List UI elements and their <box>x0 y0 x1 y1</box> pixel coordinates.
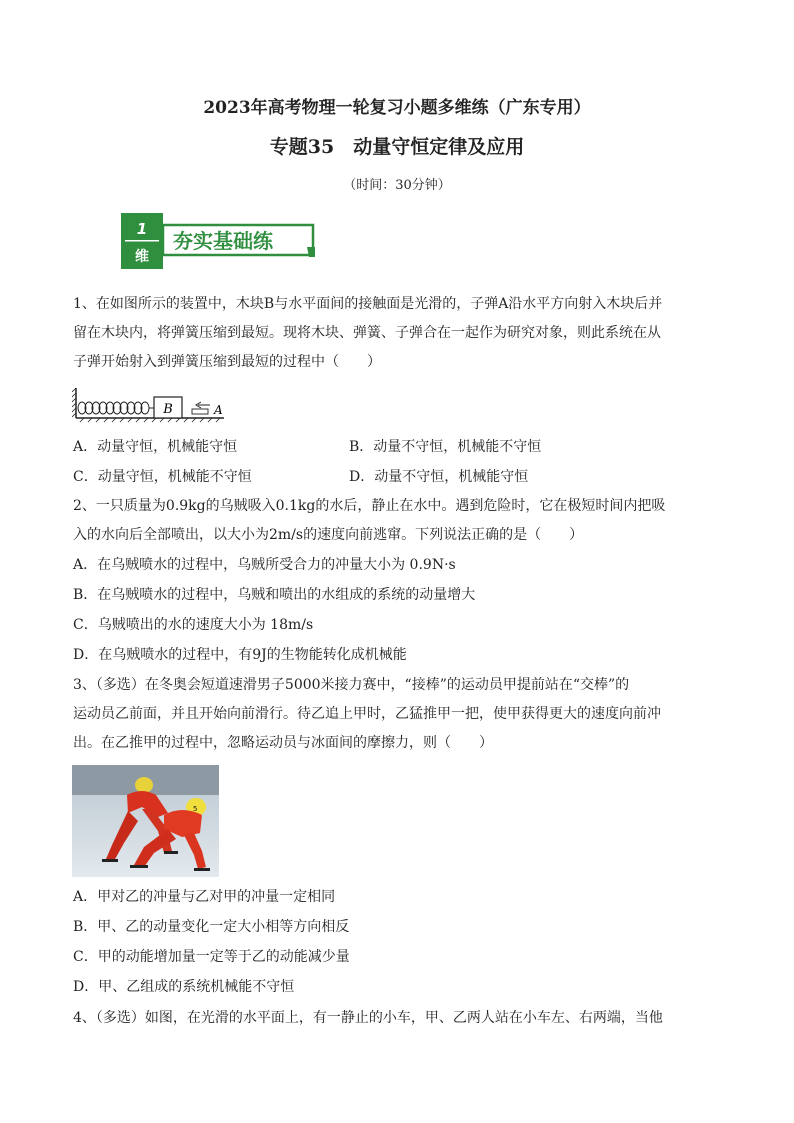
q2-line1: 2、一只质量为0.9kg的乌贼吸入0.1kg的水后，静止在水中。遇到危险时，它在极短时间内把吸 <box>73 498 666 514</box>
series-title: 2023年高考物理一轮复习小题多维练（广东专用） <box>203 98 591 118</box>
block-b-label: B <box>163 402 173 417</box>
skaters-photo <box>72 765 219 877</box>
q2-option-b: B．在乌贼喷水的过程中，乌贼和喷出的水组成的系统的动量增大 <box>73 587 476 603</box>
q3-line3: 出。在乙推甲的过程中，忽略运动员与冰面间的摩擦力，则（ ） <box>73 735 493 751</box>
q2-line2: 入的水向后全部喷出，以大小为2m/s的速度向前逃窜。下列说法正确的是（ ） <box>73 527 584 543</box>
badge-number: 1 <box>136 220 148 238</box>
svg-text:5: 5 <box>193 805 198 813</box>
q1-line3: 子弹开始射入到弹簧压缩到最短的过程中（ ） <box>73 354 381 370</box>
q1-figure <box>72 384 232 424</box>
time-note: （时间：30分钟） <box>343 178 451 193</box>
q1-line2: 留在木块内，将弹簧压缩到最短。现将木块、弹簧、子弹合在一起作为研究对象，则此系统在从 <box>73 325 661 341</box>
q3-option-d: D．甲、乙组成的系统机械能不守恒 <box>73 979 295 995</box>
badge-unit: 维 <box>135 249 149 265</box>
q3-option-c: C．甲的动能增加量一定等于乙的动能减少量 <box>73 949 350 965</box>
q4-line1: 4、（多选）如图，在光滑的水平面上，有一静止的小车，甲、乙两人站在小车左、右两端，当他 <box>73 1010 663 1026</box>
q3-line1: 3、（多选）在冬奥会短道速滑男子5000米接力赛中，“接棒”的运动员甲提前站在“交棒”的 <box>73 677 630 693</box>
q1-line1: 1、在如图所示的装置中，木块B与水平面间的接触面是光滑的，子弹A沿水平方向射入木块后并 <box>73 296 663 312</box>
q1-option-c: C．动量守恒，机械能不守恒 <box>73 469 252 485</box>
q2-option-c: C．乌贼喷出的水的速度大小为 18m/s <box>73 617 314 633</box>
badge-graphic <box>121 213 317 269</box>
q1-option-b: B．动量不守恒，机械能不守恒 <box>349 439 542 455</box>
bullet-a-label: A <box>214 403 223 417</box>
q3-option-a: A．甲对乙的冲量与乙对甲的冲量一定相同 <box>73 889 336 905</box>
section-badge <box>121 213 317 269</box>
q2-option-d: D．在乌贼喷水的过程中，有9J的生物能转化成机械能 <box>73 647 407 663</box>
topic-title: 专题35 动量守恒定律及应用 <box>269 136 525 158</box>
q3-line2: 运动员乙前面，并且开始向前滑行。待乙追上甲时，乙猛推甲一把，使甲获得更大的速度向前冲 <box>73 706 661 722</box>
q1-option-d: D．动量不守恒，机械能守恒 <box>349 469 529 485</box>
q3-option-b: B．甲、乙的动量变化一定大小相等方向相反 <box>73 919 350 935</box>
badge-label: 夯实基础练 <box>173 229 273 253</box>
q2-option-a: A．在乌贼喷水的过程中，乌贼所受合力的冲量大小为 0.9N·s <box>73 557 456 573</box>
q1-option-a: A．动量守恒，机械能守恒 <box>73 439 238 455</box>
